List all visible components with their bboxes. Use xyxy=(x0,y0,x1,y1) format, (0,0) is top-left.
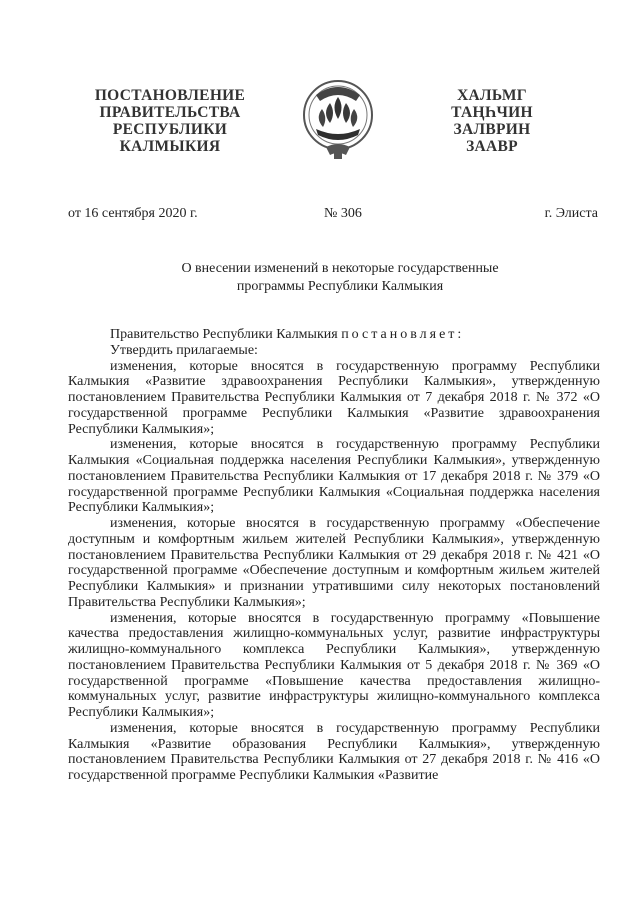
document-meta xyxy=(68,206,600,224)
issuer-title-kalmyk xyxy=(437,87,547,155)
issuer-line: ЗААВР xyxy=(466,138,518,155)
issuer-line: КАЛМЫКИЯ xyxy=(119,138,221,155)
kalmykia-coat-of-arms-icon xyxy=(300,75,376,163)
issuer-line: РЕСПУБЛИКИ xyxy=(112,121,228,138)
document-body xyxy=(68,327,600,784)
intro-paragraph xyxy=(68,327,600,343)
title-line: О внесении изменений в некоторые государственные xyxy=(181,261,499,276)
title-line: программы Республики Калмыкия xyxy=(236,279,444,294)
approve-paragraph: Утвердить прилагаемые: xyxy=(110,342,258,358)
issuer-line: ЗАЛВРИН xyxy=(453,121,531,138)
document-number: № 306 xyxy=(324,206,362,221)
amendment-item: изменения, которые вносятся в государственную программу Республики Калмыкия «Социальная поддержка населения Республики Калмыкия», утвержденную постановлением Правительства Республики Калмыкия от 17 декабря 2018 г. № 379 «О государственной программе Республики Калмыкия «Социальная поддержка населения Республики Калмыкия»; xyxy=(68,437,600,516)
amendment-item: изменения, которые вносятся в государственную программу Республики Калмыкия «Развитие здравоохранения Республики Калмыкия», утвержденную постановлением Правительства Республики Калмыкия от 7 декабря 2018 г. № 372 «О государственной программе Республики Калмыкия «Развитие здравоохранения Республики Калмыкия»; xyxy=(68,358,600,437)
intro-text: Правительство Республики Калмыкия xyxy=(110,327,342,342)
issuer-line: ТАҢҺЧИН xyxy=(451,104,533,121)
amendment-item: изменения, которые вносятся в государственную программу «Обеспечение доступным и комфортным жильем жителей Республики Калмыкия», утвержденную постановлением Правительства Республики Калмыкия от 29 декабря 2018 г. № 421 «О государственной программе «Обеспечение доступным и комфортным жильем жителей Республики Калмыкия» и признании утратившими силу некоторых постановлений Правительства Республики Калмыкия»; xyxy=(68,516,600,610)
amendment-item: изменения, которые вносятся в государственную программу Республики Калмыкия «Развитие образования Республики Калмыкия», утвержденную постановлением Правительства Республики Калмыкия от 27 декабря 2018 г. № 416 «О государственной программе Республики Калмыкия «Развитие xyxy=(68,720,600,783)
issuer-line: ПОСТАНОВЛЕНИЕ xyxy=(94,87,246,104)
document-city: г. Элиста xyxy=(544,206,598,221)
issuer-title-russian xyxy=(85,87,255,155)
issuer-line: ХАЛЬМГ xyxy=(457,87,527,104)
issuer-line: ПРАВИТЕЛЬСТВА xyxy=(99,104,241,121)
amendment-item: изменения, которые вносятся в государственную программу «Повышение качества предоставления жилищно-коммунальных услуг, развитие инфраструктуры жилищно-коммунального комплекса Республики Калмыкия», утвержденную постановлением Правительства Республики Калмыкия от 5 декабря 2018 г. № 369 «О государственной программе «Повышение качества предоставления жилищно-коммунальных услуг, развитие инфраструктуры жилищно-коммунального комплекса Республики Калмыкия»; xyxy=(68,610,600,720)
decree-word: постановляет: xyxy=(341,327,465,342)
document-title xyxy=(130,260,550,296)
document-date: от 16 сентября 2020 г. xyxy=(68,206,198,221)
